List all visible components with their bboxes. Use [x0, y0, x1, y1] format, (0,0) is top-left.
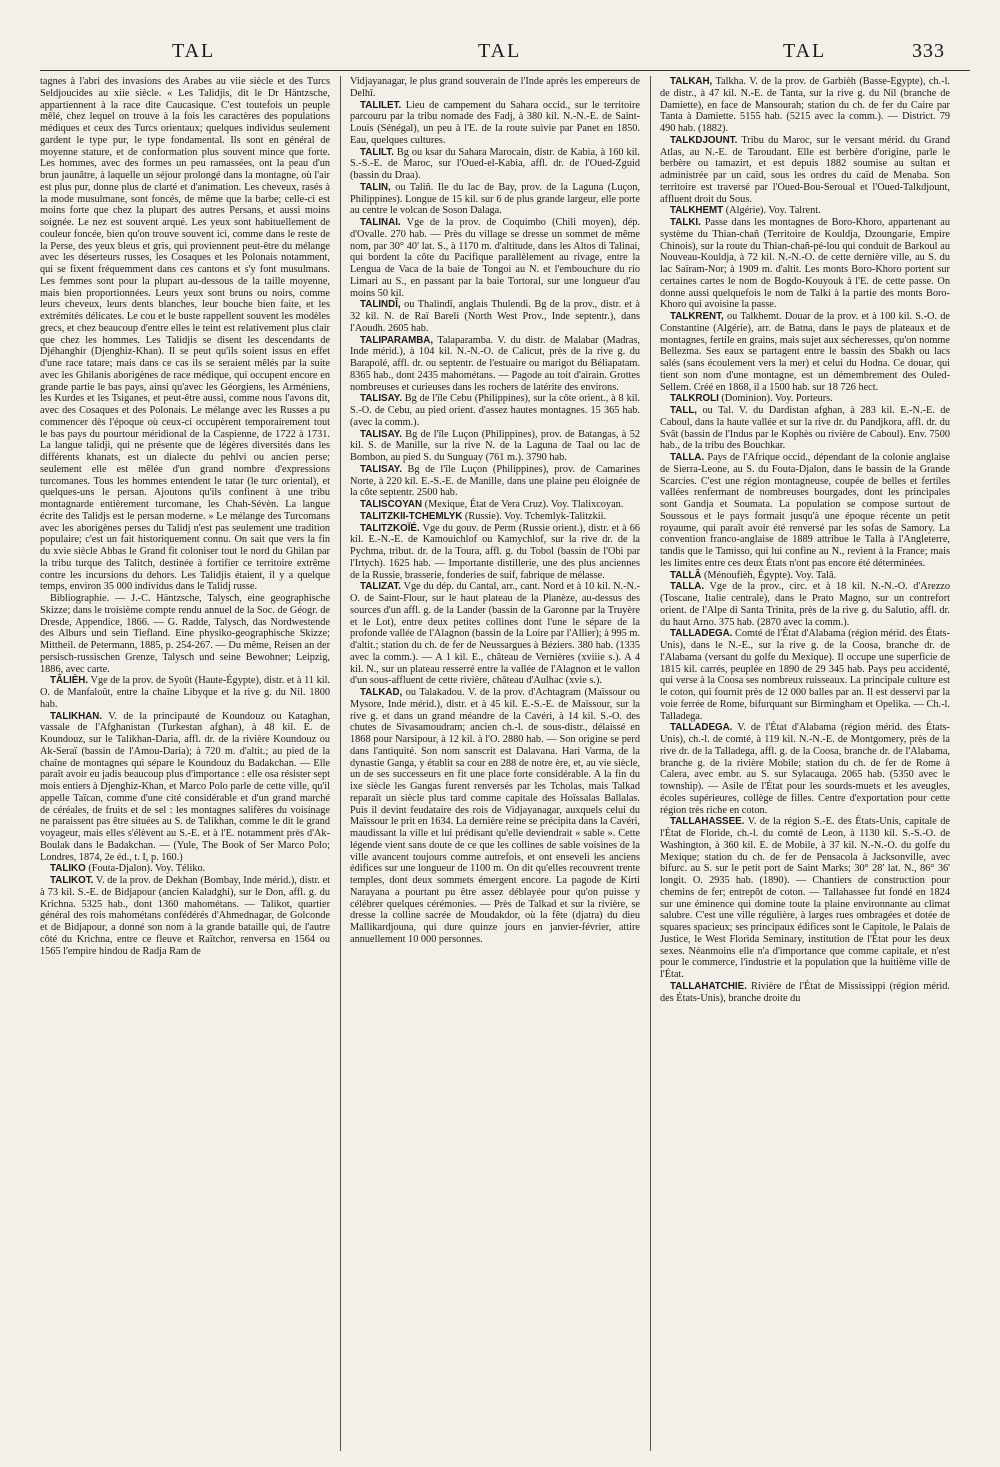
- entry-text: ou Thalindî, anglais Thulendi. Bg de la prov., distr. et à 32 kil. N. de Raï Bareli (North West Prov., Inde septentr.), dans l'Aoudh. 2605 hab.: [350, 299, 640, 334]
- dictionary-entry: [350, 299, 640, 334]
- dictionary-entry: [660, 405, 950, 452]
- entry-headword: TALKAH,: [670, 76, 713, 87]
- dictionary-entry: [350, 100, 640, 147]
- running-head-right: TAL: [783, 40, 827, 62]
- dictionary-entry: [40, 593, 330, 675]
- entry-headword: TALISAY.: [360, 428, 402, 440]
- entry-text: Vidjayanagar, le plus grand souverain de l'Inde après les empereurs de Delhî.: [350, 76, 640, 99]
- entry-text: Vge du gouv. de Perm (Russie orient.), distr. et à 66 kil. E.-N.-E. de Kamouichlof ou Kamychlof, sur la rive dr. de la Pychma, tribut. dr. de la Toura, affl. g. du Tobol (bassin de l'Obi par l'Irtych). 1625 hab. — Importante distillerie, une des plus anciennes de la Russie, brasserie, fonderies de suif, fabrique de mélasse.: [350, 522, 640, 581]
- entry-text: Bg de l'île Luçon (Philippines), prov. de Batangas, à 52 kil. S. de Manille, sur la rive N. de la Laguna de Taal ou lac de Bombon, au pied S. du Sunguay (761 m.). 3790 hab.: [350, 428, 640, 463]
- entry-text: Bg de l'île Cebu (Philippines), sur la côte orient., à 8 kil. S.-O. de Cebu, au pied orient. d'assez hautes montagnes. 15 365 hab. (avec la comm.).: [350, 393, 640, 428]
- entry-text: Bg ou ksar du Sahara Marocain, distr. de Kabia, à 160 kil. S.-S.-E. de Maroc, sur l'Oued-el-Kabia, affl. dr. de l'Oued-Zguid (bassin du Draa).: [350, 146, 640, 181]
- entry-headword: TALINAI.: [360, 217, 401, 228]
- entry-text: Passe dans les montagnes de Boro-Khoro, appartenant au système du Thian-chañ (Territoire de Kouldja, Dzoungarie, Empire Chinois), sur la route du Thian-chañ-pé-lou qui conduit de Barkoul au Nouveau-Kouldja, à 72 kil. N.-N.-O. de cette dernière ville, au S. du lac Saïram-Nor; à 1909 m. d'altit. Les monts Boro-Khoro portent sur certaines cartes le nom de Bogdo-Kouyouk à l'E. de cette passe. On donne aussi quelquefois le nom de Talki à la partie des monts Boro-Khoro qui avoisine la passe.: [660, 217, 950, 311]
- entry-headword: TALIPARAMBA,: [360, 334, 434, 346]
- entry-text: Lieu de campement du Sahara occid., sur le territoire parcouru par la tribu nomade des Fadj, à 380 kil. N.-N.-E. de Saint-Louis (Sénégal), un peu à l'E. de la route suivie par Panet en 1850. Eau, quelques cultures.: [350, 99, 640, 146]
- dictionary-entry: [350, 499, 640, 511]
- entry-text: ou Talkhemt. Douar de la prov. et à 100 kil. S.-O. de Constantine (Algérie), arr. de Batna, dans le pays de plateaux et de montagnes, fertile en grains, mais sujet aux sécheresses, qu'on nomme Bellezma. Ses eaux se partagent entre le bassin des Sbakh ou lacs salés (sans écoulement vers la mer) et celui du Hodna. Ce douar, qui tient son nom d'une montagne, est un démembrement des Ouled-Sellem. Créé en 1868, il a 1500 hab. sur 18 726 hect.: [660, 311, 950, 393]
- dictionary-entry: [350, 687, 640, 946]
- entry-headword: TALINDÎ,: [360, 299, 401, 311]
- dictionary-entry: [660, 628, 950, 722]
- entry-headword: TALKHEMT: [670, 205, 724, 217]
- dictionary-entry: [660, 135, 950, 206]
- dictionary-entry: [660, 393, 950, 405]
- column-2: [350, 76, 640, 1451]
- dictionary-entry: [660, 217, 950, 311]
- entry-text: ou Tal. V. du Dardistan afghan, à 283 kil. E.-N.-E. de Caboul, dans la haute vallée et sur la rive dr. du Pandjkora, affl. dr. du Svât (bassin de l'Indus par le Kophès ou rivière de Caboul). Env. 7500 hab., de la tribu des Bouchkar.: [660, 405, 950, 452]
- entry-headword: TALLÂ: [670, 569, 702, 581]
- dictionary-entry: [350, 182, 640, 217]
- entry-headword: TALLA.: [670, 581, 705, 593]
- dictionary-entry: [350, 393, 640, 428]
- entry-text: tagnes à l'abri des invasions des Arabes au viie siècle et des Turcs Seldjoucides au xiie siècle. « Les Talidjis, dit le Dr Häntzsche, appartiennent à la race dite Caucasique. C'est toutefois un peuple mêlé, chez lequel on trouve à la fois les caractères des populations médiques et ceux des Turcs orientaux; quelques individus seulement gardent le type pur, le type fondamental. Ils sont en général de moyenne stature, et de conformation plus souvent mince que forte. Les hommes, avec des formes un peu ramassées, ont la peau d'un brun jaunâtre, à laquelle un séjour prolongé dans la montagne, où l'air est plus pur, donne plus de clarté et d'animation. Les cheveux, rasés à la mode musulmane, sont foncés, de même que la barbe; celle-ci est moins forte que chez la plupart des autres Persans, et aussi moins soignée. Le nez est souvent arqué. Les yeux sont habituellement de couleur foncée, bien qu'on trouve souvent ici, comme dans le reste de la Perse, des yeux bleus et gris, qui proviennent peut-être du mélange avec les déserteurs russes, les Cosaques et les Polonais notamment, qui se fixent fréquemment dans ces cantons et s'y font musulmans. Les femmes sont pour la plupart au-dessous de la taille moyenne, mais bien proportionnées. Leurs yeux sont bruns ou noirs, comme leurs cheveux, leurs dents blanches, leur bouche bien faite, et les extrémités délicates. Le cou et le buste rappellent souvent les modèles grecs, et chez beaucoup d'entre elles le teint est relativement plus clair que chez les hommes. Les Talidjis se disent les descendants de Djéhanghir (Djenghiz-Khan). Il se peut qu'ils soient issus en effet d'une race tatare; mais dans ce cas ils se seraient mêlés par la suite avec les Ghilanis aborigènes de race médique, qui occupent encore en grande partie le bas pays, ainsi qu'avec les Géorgiens, les Arméniens, les Kurdes et les Tsiganes, et peut-être aussi, comme nous l'avons dit, avec des Cosaques et des Polonais. Le mélange avec les Russes a pu commencer dès l'époque où ceux-ci occupèrent temporairement tout le bas pays du pourtour méridional de la Caspienne, de 1722 à 1731. La langue talidji, qui ne présente que de légères diversités dans les différents khanats, est un dialecte du pehlvi ou ancien perse; seulement elle est mêlée d'un grand nombre d'expressions turcomanes. Tous les hommes entendent le tatar (le turc oriental), et quelques-uns le persan. Ajoutons qu'ils confinent à une tribu montagnarde entièrement turcomane, les Chah-Sévèn. La langue écrite des Talidjs est le persan moderne. » Le mélange des Turcomans avec les aborigènes perses du Talidj n'est pas seulement une tradition populaire; c'est un fait historiquement connu. On sait que vers la fin du xvie siècle Abbas le Grand fit coloniser tout le nord du Ghilan par la tribu turque des Talitch, destinée à fortifier ce territoire extrême contre les incursions du dehors. Les Talidjis étaient, il y a quelque temps, environ 35 000 individus dans le Talidj russe.: [40, 76, 330, 593]
- entry-text: Comté de l'État d'Alabama (région mérid. des États-Unis), dans le N.-E., sur la rive g. de la Coosa, branche dr. de l'Alabama (versant du golfe du Mexique). Il occupe une superficie de 1815 kil. carrés, peuplée en 1890 de 29 345 hab. Pays peu accidenté, qui verse à la Coosa ses nombreux ruisseaux. La principale culture est le coton, qui fournit près de 12 000 balles par an. Il est desservi par la voie ferrée de Rome, bifurquant sur Birmingham et Opelika. — Ch.-l. Talladega.: [660, 628, 950, 722]
- entry-headword: TALISAY.: [360, 393, 402, 405]
- running-head-left: TAL: [172, 40, 216, 62]
- running-head-center: TAL: [478, 40, 522, 62]
- column-3: [660, 76, 950, 1451]
- column-divider: [650, 76, 651, 1451]
- dictionary-entry: [350, 76, 640, 100]
- entry-text: Vge du dép. du Cantal, arr., cant. Nord et à 10 kil. N.-N.-O. de Saint-Flour, sur le haut plateau de la Planèze, au-dessus des sources d'un affl. g. de la Lander (bassin de la Garonne par la Truyère et le Lot), entre deux petites collines dont l'une le sépare de la profonde vallée de l'Alagnon (bassin de la Loire par l'Allier); à 995 m. d'altit.; station du ch. de fer de Neussargues à Béziers. 380 hab. (1335 avec la comm.). — A 1 kil. E., château de Vernières (xviiie s.). A 4 kil. N., sur un plateau resserré entre la vallée de l'Alagnon et le vallon d'un sous-affluent de cette rivière, château d'Aulhac (xvie s.).: [350, 581, 640, 687]
- entry-text: V. de la région S.-E. des États-Unis, capitale de l'État de Floride, ch.-l. du comté de Leon, à 1130 kil. S.-S.-O. de Washington, à 360 kil. E. de Mobile, à 37 kil. N.-N.-O. du golfe du Mexique; station du ch. de fer de Pensacola à Jacksonville, avec bifurc. au S. sur le petit port de Saint Marks; 30° 28' lat. N., 86° 36' longit. O. 2935 hab. (1890). — Chantiers de construction pour chemins de fer; entrepôt de coton. — Tallahassee fut fondé en 1824 sur une éminence qui domine toute la plaine environnante au climat salubre. C'est une ville régulière, à larges rues ombragées et dotée de squares spacieux; ses principaux édifices sont le Capitole, le Palais de Justice, le West Florida Seminary, institution de l'État pour les deux sexes. Néanmoins elle n'a d'importance que comme capitale, et n'est pour le commerce, l'industrie et la population que la huitième ville de l'État.: [660, 816, 950, 980]
- dictionary-entry: [660, 816, 950, 981]
- entry-headword: TALKI.: [670, 217, 701, 228]
- entry-headword: TALILT.: [360, 146, 394, 158]
- entry-headword: TALIN,: [360, 181, 391, 193]
- column-divider: [340, 76, 341, 1451]
- page-number: 333: [912, 40, 945, 62]
- entry-headword: TÂLIÈH.: [50, 675, 89, 687]
- entry-text: Vge de la prov., circ. et à 18 kil. N.-N.-O. d'Arezzo (Toscane, Italie centrale), dans le Prato Magno, sur un contrefort orient. de l'Alpe di Santa Trinita, près de la rive g. du Salutio, affl. dr. du haut Arno. 375 hab. (2870 avec la comm.).: [660, 581, 950, 628]
- entry-headword: TALITZKII-TCHEMLYK: [360, 510, 463, 522]
- entry-headword: TALKDJOUNT.: [670, 134, 738, 146]
- dictionary-entry: [660, 981, 950, 1005]
- entry-headword: TALLA.: [670, 452, 705, 463]
- text-columns: [40, 76, 970, 1451]
- dictionary-entry: [40, 76, 330, 593]
- entry-headword: TALLAHATCHIE.: [670, 980, 747, 992]
- entry-headword: TALIZAT.: [360, 581, 401, 593]
- entry-headword: TALLADEGA.: [670, 722, 733, 734]
- entry-text: ou Talakadou. V. de la prov. d'Achtagram (Maïssour ou Mysore, Inde mérid.), distr. et à 45 kil. E.-S.-E. de Maïssour, sur la rive g. et dans un grand méandre de la Cavéri, à 14 kil. S.-O. des chutes de Sivasamoudram; ancien ch.-l. de sous-distr., délaissé en 1868 pour Narsipour, à 12 kil. à l'O. 2880 hab. — Son origine se perd dans l'antiquité. Son nom sanscrit est Dalavana. Hari Varma, de la dynastie Ganga, y établit sa cour en 288 de notre ère, et, au vie siècle, un de ses successeurs en fit une place forte considérable. A la fin du ixe siècle les Gangas furent renversés par les Tcholas, mais Talkad reparaît un siècle plus tard comme capitale des Hoïssalas Ballalas. Puis il devint feudataire des rois de Vidjayanagar, auxquels celui du Maïssour le prit en 1634. La dernière reine se précipita dans la Cavéri, maudissant la ville et lui prédisant qu'elle deviendrait « sable ». Cette légende vient sans doute de ce que les collines de sable voisines de la ville avancent toujours comme autrefois, et ont enseveli les anciens édifices sur une longueur de 1100 m. On dit qu'elles recouvrent trente temples, dont deux sommets émergent encore. La pagode de Kirti Narayana a pourtant pu être assez déblayée pour qu'on puisse y célébrer quelques cérémonies. — Près de Talkad et sur la rivière, se dresse la colline sacrée de Moudakdor, où la fête (djatra) du dieu Mallikardjouna, qui dure quinze jours en janvier-février, attire annuellement 10 000 personnes.: [350, 687, 640, 945]
- entry-headword: TALLAHASSEE.: [670, 816, 745, 828]
- column-1: [40, 76, 330, 1451]
- entry-text: Bg de l'île Luçon (Philippines), prov. de Camarines Norte, à 220 kil. E.-S.-E. de Manille, dans une plaine peu éloignée de la côte septentr. 2500 hab.: [350, 463, 640, 499]
- dictionary-entry: [660, 570, 950, 582]
- entry-text: (Dominion). Voy. Porteurs.: [721, 393, 833, 405]
- dictionary-entry: [40, 863, 330, 875]
- entry-headword: TALLADEGA.: [670, 628, 733, 640]
- entry-headword: TALIKO: [50, 863, 86, 875]
- entry-text: V. de la prov. de Dekhan (Bombay, Inde mérid.), distr. et à 73 kil. S.-E. de Bidjapour (ancien Kaladghi), sur le Don, affl. g. du Krichna. 5325 hab., dont 1360 mahométans. — Talikot, quartier général des rois mahométans confédérés d'Ahmednagar, de Golconde et de Bidjapour, a donné son nom à la grande bataille qui, de l'autre côté du Krichna, entre ce fleuve et Raïtchor, renversa en 1564 ou 1565 l'empire hindou de Radja Ram de: [40, 875, 330, 957]
- entry-text: (Ménoufièh, Égypte). Voy. Talâ.: [703, 569, 837, 581]
- dictionary-entry: [660, 76, 950, 135]
- dictionary-entry: [350, 217, 640, 299]
- entry-text: Vge de la prov. de Coquimbo (Chili moyen), dép. d'Ovalle. 270 hab. — Près du village se dresse un sommet de même nom, par 30° 40' lat. S., à 1170 m. d'altitude, dans les Altos di Talinai, qui bordent la côte du Pacifique parallèlement au rivage, entre la Lengua de Vaca de la baie de Tongoi au N. et l'embouchure du rio Limari au S., en passant par la baie Tortoral, sur une longueur d'au moins 50 kil.: [350, 217, 640, 299]
- entry-headword: TALIKHAN.: [50, 710, 103, 722]
- entry-text: Vge de la prov. de Syoût (Haute-Égypte), distr. et à 11 kil. O. de Manfaloût, entre la chaîne Libyque et la rive g. du Nil. 1800 hab.: [40, 675, 330, 710]
- dictionary-entry: [350, 147, 640, 182]
- dictionary-entry: [40, 875, 330, 957]
- header-rule: [40, 70, 970, 71]
- entry-text: (Algérie). Voy. Talrent.: [725, 205, 821, 217]
- entry-text: ou Taliñ. Ile du lac de Bay, prov. de la Laguna (Luçon, Philippines). Longue de 15 kil. sur 6 de plus grande largeur, elle porte au centre le volcan de Soson Dalaga.: [350, 181, 640, 217]
- entry-headword: TALILET.: [360, 99, 402, 111]
- entry-text: V. de l'État d'Alabama (région mérid. des États-Unis), ch.-l. de comté, à 119 kil. N.-N.-E. de Montgomery, près de la rive dr. de la Talladega, affl. g. de la Coosa, branche dr. de l'Alabama, branche g. de la rivière Mobile; station du ch. de fer de Rome à Calera, avec embr. au S. sur Sylacauga. 2065 hab. (5350 avec le township). — Asile de l'État pour les sourds-muets et les aveugles, écoles supérieures, collège de filles. Centre d'exportation pour cette région très riche en coton.: [660, 722, 950, 816]
- entry-headword: TALKRENT,: [670, 311, 724, 322]
- dictionary-entry: [350, 429, 640, 464]
- entry-text: Talkha. V. de la prov. de Garbièh (Basse-Égypte), ch.-l. de distr., à 47 kil. N.-E. de Tanta, sur la rive g. du Nil (branche de Damiette), en face de Mansourah; station du ch. de fer du Caire par Tanta à Damiette. 5155 hab. (5215 avec la comm.). — District. 79 490 hab. (1882).: [660, 76, 950, 134]
- entry-text: Bibliographie. — J.-C. Häntzsche, Talysch, eine geographische Skizze; dans le troisième compte rendu annuel de la Soc. de Géogr. de Dresde, Appendice, 1866. — G. Radde, Talysch, das Nordwestende des Alburs und sein Tiefland. Eine physiko-geographische Skizze; Mittheil. de Petermann, 1885, p. 254-267. — Du même, Reisen an der persisch-russischen Grenze, Talysch und seine Bewohner; Leipzig, 1886, avec carte.: [40, 593, 330, 675]
- entry-text: (Mexique, État de Vera Cruz). Voy. Tlalixcoyan.: [424, 499, 624, 510]
- dictionary-entry: [350, 335, 640, 394]
- entry-text: Pays de l'Afrique occid., dépendant de la colonie anglaise de Sierra-Leone, au S. du Fouta-Djalon, dans le bassin de la Grande Scarcies. C'est une région montagneuse, coupée de belles et fertiles vallées renfermant de nombreuses bourgades, dont les principales sont Gandja et Soumata. La population se compose surtout de Soussous et le pays formait jusqu'à une époque récente un petit royaume, qui paraît avoir été renversé par les sofas de Samory. La convention franco-anglaise de 1889 attribue le Talla à l'Angleterre, tandis que le Tamisso, qui lui confine au N., revient à la France; mais les limites entre ces deux États n'ont pas encore été déterminées.: [660, 452, 950, 569]
- dictionary-entry: [350, 511, 640, 523]
- entry-headword: TALITZKOÏÉ.: [360, 522, 420, 534]
- entry-headword: TALISCOYAN: [360, 499, 423, 510]
- dictionary-entry: [350, 464, 640, 499]
- entry-headword: TALISAY.: [360, 463, 402, 475]
- dictionary-entry: [660, 452, 950, 570]
- entry-text: Rivière de l'État de Mississippi (région mérid. des États-Unis), branche droite du: [660, 980, 950, 1004]
- dictionary-entry: [660, 205, 950, 217]
- entry-text: Talaparamba. V. du distr. de Malabar (Madras, Inde mérid.), à 104 kil. N.-N.-O. de Calicut, près de la rive g. du Barapolé, affl. dr. ou septentr. de l'estuaire ou marigot du Béliapatam. 8365 hab., dont 2435 mahométans. — Pagode au toit d'airain. Grottes nombreuses et curieuses dans les rochers de latérite des environs.: [350, 334, 640, 393]
- dictionary-entry: [660, 311, 950, 393]
- dictionary-entry: [350, 581, 640, 687]
- entry-text: Tribu du Maroc, sur le versant mérid. du Grand Atlas, au N.-E. de Taroudant. Elle est berbère d'origine, parle le berbère ou tamazirt, et est depuis 1882 soumise au sultan et administrée par un caïd, sous les ordres du caïd de Menaba. Son territoire est traversé par l'Oued-Bou-Seroual et l'Oued-Talkdjount, affluent droit du Sous.: [660, 134, 950, 205]
- entry-text: V. de la principauté de Koundouz ou Kataghan, vassale de l'Afghanistan (Turkestan afghan), à 48 kil. E. de Koundouz, sur le Talikhan-Daria, affl. dr. de la rivière Koundouz ou Ak-Seraï (bassin de l'Amou-Daria); à 720 m. d'altit.; au pied de la chaîne de montagnes qui sépare le Koundouz du Badakchan. — Elle paraît avoir eu jadis beaucoup plus d'importance : elle osa résister sept mois entiers à Djenghiz-Khan, et Marco Polo parle de cette ville, qu'il appelle Taïcan, comme d'une cité considérable et d'un grand marché de céréales, de fruits et de sel : les montagnes salifères du voisinage ne paraissent pas être situées au S. de Talikhan, comme le dit le grand voyageur, mais elles s'élèvent au S.-E. et à l'E. notamment près d'Ak-Boulak dans le Badakchan. — (Yule, The Book of Ser Marco Polo; Londres, 1874, 2e éd., t. I, p. 160.): [40, 710, 330, 863]
- dictionary-entry: [350, 523, 640, 582]
- entry-headword: TALKAD,: [360, 687, 403, 698]
- dictionary-entry: [660, 581, 950, 628]
- dictionary-entry: [660, 722, 950, 816]
- dictionary-entry: [40, 711, 330, 864]
- entry-headword: TALL,: [670, 405, 698, 416]
- entry-headword: TALIKOT.: [50, 875, 94, 886]
- entry-text: (Russie). Voy. Tchemlyk-Talitzkii.: [464, 510, 607, 522]
- dictionary-entry: [40, 675, 330, 710]
- entry-text: (Fouta-Djalon). Voy. Téliko.: [88, 863, 206, 875]
- entry-headword: TALKROLI: [670, 393, 719, 405]
